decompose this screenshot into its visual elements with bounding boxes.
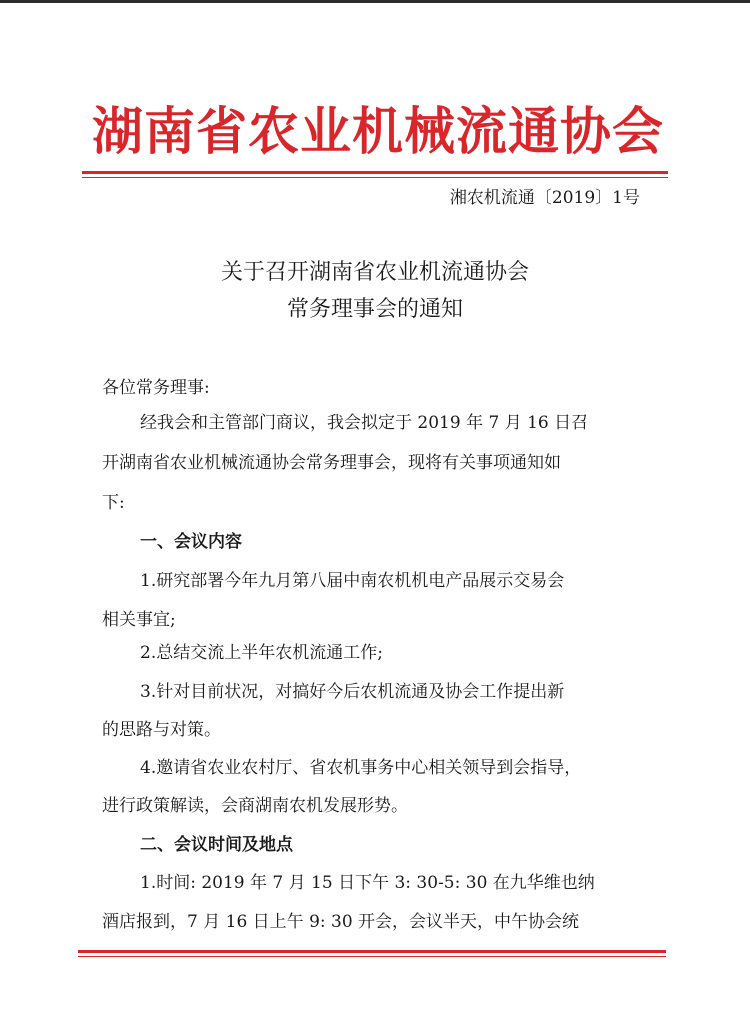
time-line-1: 1.时间: 2019 年 7 月 15 日下午 3: 30-5: 30 在九华维也纳 bbox=[140, 873, 595, 893]
intro-line-2: 开湖南省农业机械流通协会常务理事会，现将有关事项通知如 bbox=[102, 453, 561, 473]
page-top-edge bbox=[0, 0, 750, 3]
salutation: 各位常务理事: bbox=[102, 378, 210, 398]
notice-title-line-1: 关于召开湖南省农业机流通协会 bbox=[220, 260, 529, 285]
footer-rule-thick bbox=[78, 950, 666, 953]
footer-rule-thin bbox=[78, 956, 666, 957]
notice-title-line-2: 常务理事会的通知 bbox=[286, 297, 463, 322]
section-1-heading: 一、会议内容 bbox=[140, 532, 242, 552]
time-line-2: 酒店报到，7 月 16 日上午 9: 30 开会，会议半天，中午协会统 bbox=[102, 912, 580, 932]
item-3-line-1: 3.针对目前状况，对搞好今后农机流通及协会工作提出新 bbox=[140, 682, 565, 702]
item-1-line-2: 相关事宜; bbox=[102, 610, 176, 630]
intro-line-1: 经我会和主管部门商议，我会拟定于 2019 年 7 月 16 日召 bbox=[140, 413, 589, 433]
section-2-heading: 二、会议时间及地点 bbox=[140, 835, 293, 855]
intro-line-3: 下: bbox=[102, 493, 125, 513]
org-letterhead-title: 湖南省农业机械流通协会 bbox=[92, 102, 665, 162]
item-4-line-2: 进行政策解读，会商湖南农机发展形势。 bbox=[102, 796, 408, 816]
letterhead-rule-thick bbox=[82, 171, 668, 174]
letterhead-rule-thin bbox=[82, 177, 668, 178]
item-4-line-1: 4.邀请省农业农村厅、省农机事务中心相关领导到会指导， bbox=[140, 758, 582, 778]
item-3-line-2: 的思路与对策。 bbox=[102, 720, 221, 740]
item-2: 2.总结交流上半年农机流通工作; bbox=[140, 643, 383, 663]
document-number: 湘农机流通〔2019〕1号 bbox=[449, 188, 640, 208]
item-1-line-1: 1.研究部署今年九月第八届中南农机机电产品展示交易会 bbox=[140, 571, 565, 591]
